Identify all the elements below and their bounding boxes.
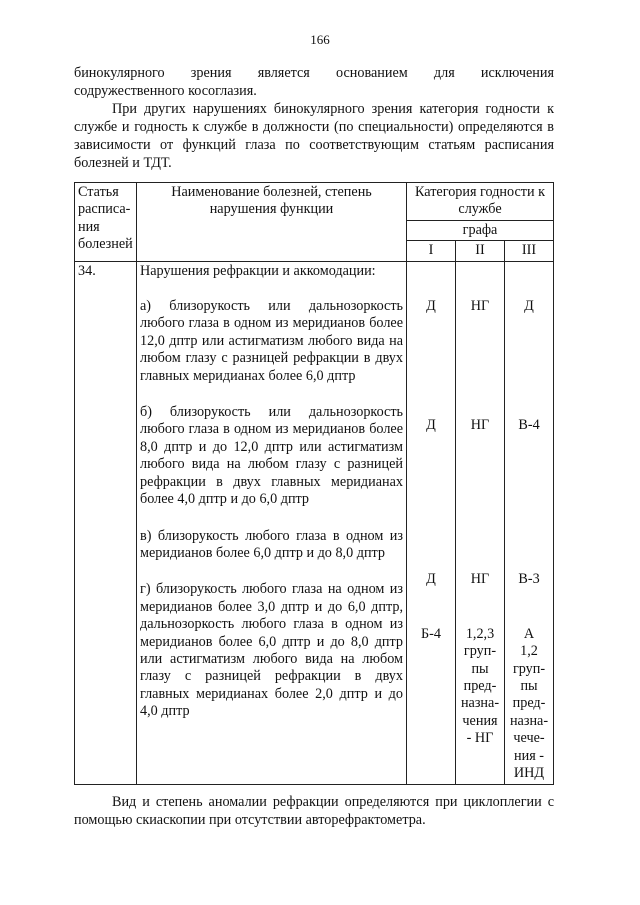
item-a-grafa-ii: НГ (470, 297, 490, 314)
item-g-grafa-ii-line: - НГ (466, 730, 494, 747)
item-g-grafa-iii-line: пред- (512, 695, 546, 712)
item-b-grafa-ii: НГ (470, 417, 490, 434)
item-g-grafa-iii-line: ИНД (513, 765, 545, 782)
item-g-grafa-iii-line: А (523, 625, 535, 642)
item-a-grafa-iii: Д (524, 297, 534, 314)
item-g-grafa-ii-line: назна- (460, 695, 500, 712)
item-g-grafa-i: Б-4 (421, 625, 441, 642)
item-g-grafa-iii-line: 1,2 (520, 643, 538, 660)
paragraph-intro-continuation: бинокулярного зрения является основанием для исключения содружественного косоглазия. (74, 65, 554, 99)
grafa-i-cell (407, 261, 456, 784)
item-v-grafa-ii: НГ (470, 571, 490, 588)
disease-title: Нарушения рефракции и аккомодации: (140, 262, 376, 279)
disease-description (137, 261, 407, 784)
item-g-grafa-iii-line: груп- (512, 660, 546, 677)
table-row-article-34 (75, 261, 554, 784)
header-column-ii: II (456, 241, 505, 261)
article-number: 34. (75, 261, 137, 784)
item-a-text: а) близорукость или дальнозоркость любого глаза в одном из меридианов более 12,0 дптр или астигматизм любого вида на любом глазу с разницей рефракции в двух главных меридианах более 6,0 дптр (140, 298, 403, 384)
header-grafa: графа (407, 220, 554, 240)
header-disease-name: Наименование болезней, степень нарушения функции (137, 183, 407, 262)
item-g-grafa-iii-line: пы (520, 678, 538, 695)
header-column-i: I (407, 241, 456, 261)
item-g-grafa-ii (459, 626, 501, 748)
item-g-grafa-iii (508, 626, 550, 783)
item-b-grafa-i: Д (426, 417, 436, 434)
item-g-grafa-ii-line: груп- (463, 643, 497, 660)
item-g-grafa-ii-line: чения (462, 712, 498, 729)
page-number: 166 (310, 32, 330, 47)
header-article: Статья расписа-ния болезней (75, 183, 137, 262)
grafa-ii-cell (456, 261, 505, 784)
item-g-grafa-iii-line: чече- (513, 730, 545, 747)
grafa-iii-cell (505, 261, 554, 784)
item-g-grafa-iii-line: назна- (509, 712, 549, 729)
fitness-category-table (74, 182, 554, 785)
item-v-grafa-i: Д (426, 571, 436, 588)
item-v-text: в) близорукость любого глаза в одном из меридианов более 6,0 дптр и до 8,0 дптр (140, 527, 403, 561)
paragraph-closing: Вид и степень аномалии рефракции определяются при циклоплегии с помощью скиаскопии при отсутствии авторефрактометра. (74, 794, 554, 828)
item-g-grafa-ii-line: пы (471, 660, 489, 677)
table-header-row (75, 183, 554, 221)
item-v-grafa-iii: В-3 (518, 571, 540, 588)
item-g-grafa-iii-line: ния - (514, 747, 544, 764)
item-g-grafa-ii-line: пред- (463, 678, 497, 695)
item-g-grafa-ii-line: 1,2,3 (465, 625, 495, 642)
item-a-grafa-i: Д (426, 297, 436, 314)
header-fitness-category: Категория годности к службе (407, 183, 554, 221)
item-b-text: б) близорукость или дальнозоркость любого глаза в одном из меридианов более 8,0 дптр и до 12,0 дптр или астигматизм любого вида на любом глазу с разницей рефракции в двух главных меридианах более 4,0 дптр и до 6,0 дптр (140, 404, 403, 508)
item-b-grafa-iii: В-4 (518, 417, 540, 434)
item-g-text: г) близорукость любого глаза на одном из меридианов более 3,0 дптр и до 6,0 дптр, дальнозоркость любого глаза в одном из меридианов более 6,0 дптр и до 8,0 дптр или астигматизм любого вида на любом глазу с разницей рефракции в двух главных меридианах более 2,0 дптр и до 4,0 дптр (140, 581, 403, 720)
paragraph-other-violations: При других нарушениях бинокулярного зрения категория годности к службе и годность к службе в должности (по специальности) определяются в зависимости от функций глаза по соответствующим статьям расписания болезней и ТДТ. (74, 101, 554, 171)
header-column-iii: III (505, 241, 554, 261)
